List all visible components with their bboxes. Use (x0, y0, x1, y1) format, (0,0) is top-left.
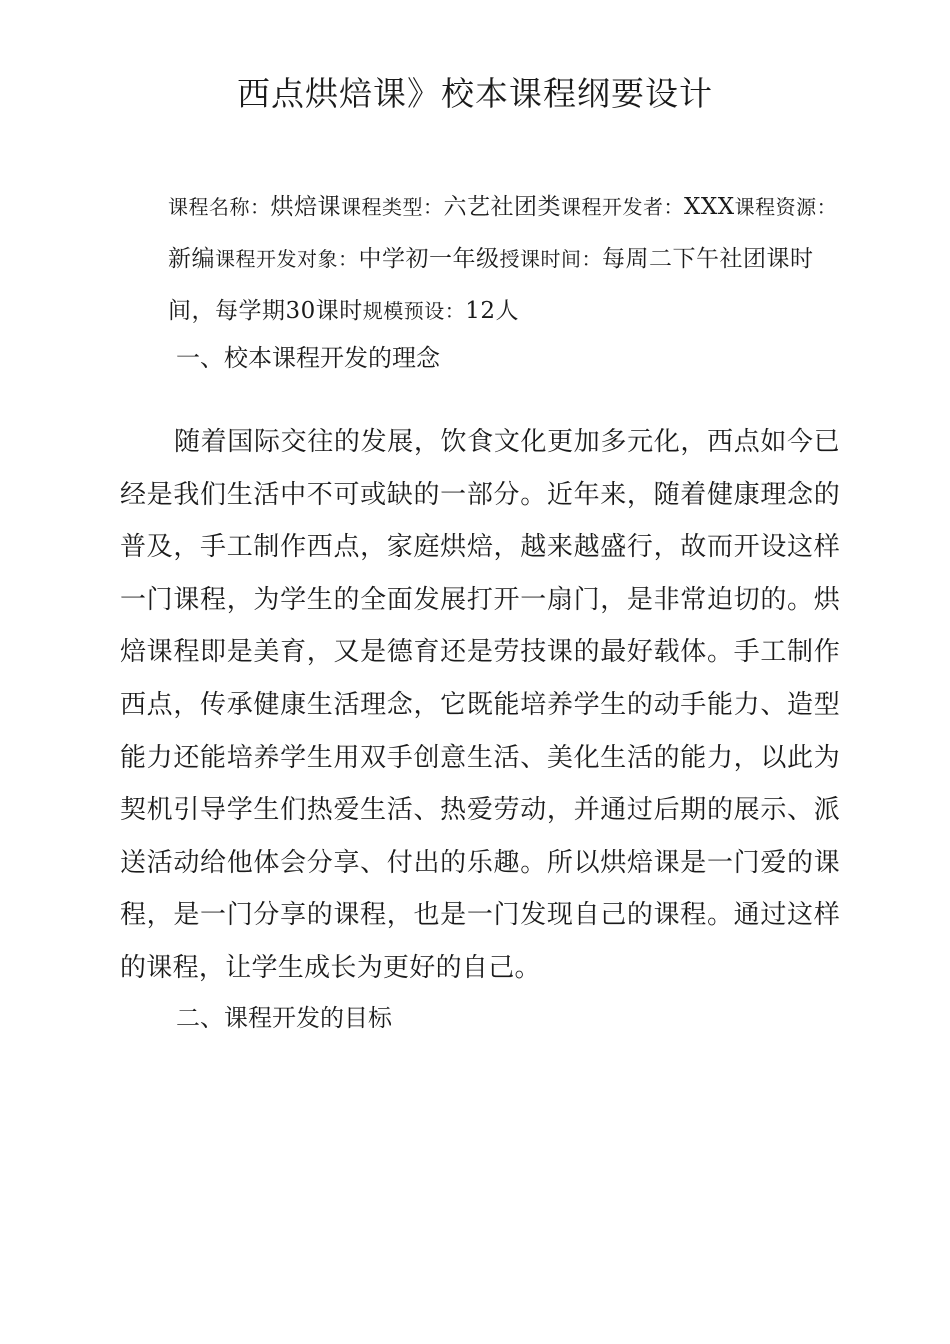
document-title: 西点烘焙课》校本课程纲要设计 (237, 74, 713, 113)
section-1-heading: 一、校本课程开发的理念 (176, 344, 440, 372)
time-label: 授课时间： (499, 247, 602, 271)
section-1-body: 随着国际交往的发展，饮食文化更加多元化，西点如今已经是我们生活中不可或缺的一部分。近年来，随着健康理念的普及，手工制作西点，家庭烘焙，越来越盛行，故而开设这样一门课程，为学生的全面发展打开一扇门，是非常迫切的。烘焙课程即是美育，又是德育还是劳技课的最好载体。手工制作西点，传承健康生活理念，它既能培养学生的动手能力、造型能力还能培养学生用双手创意生活、美化生活的能力，以此为契机引导学生们热爱生活、热爱劳动，并通过后期的展示、派送活动给他体会分享、付出的乐趣。所以烘焙课是一门爱的课程，是一门分享的课程，也是一门发现自己的课程。通过这样的课程，让学生成长为更好的自己。 (120, 427, 840, 983)
time-value: 每周二下午社团课时间，每学期30课时 (168, 246, 814, 324)
resource-label: 课程资源： (734, 195, 838, 219)
developer-value: XXX (684, 194, 735, 220)
section-2-heading: 二、课程开发的目标 (176, 1004, 392, 1032)
scale-label: 规模预设： (362, 299, 466, 323)
target-value: 中学初一年级 (358, 246, 500, 272)
course-name-label: 课程名称： (168, 195, 271, 219)
course-type-value: 六艺社团类 (443, 194, 561, 220)
course-type-label: 课程类型： (341, 195, 444, 219)
course-meta-block (168, 181, 848, 337)
resource-value: 新编 (168, 246, 215, 272)
scale-value: 12人 (465, 298, 520, 324)
target-label: 课程开发对象： (215, 247, 359, 271)
developer-label: 课程开发者： (561, 195, 684, 219)
course-name-value: 烘焙课 (270, 194, 341, 220)
